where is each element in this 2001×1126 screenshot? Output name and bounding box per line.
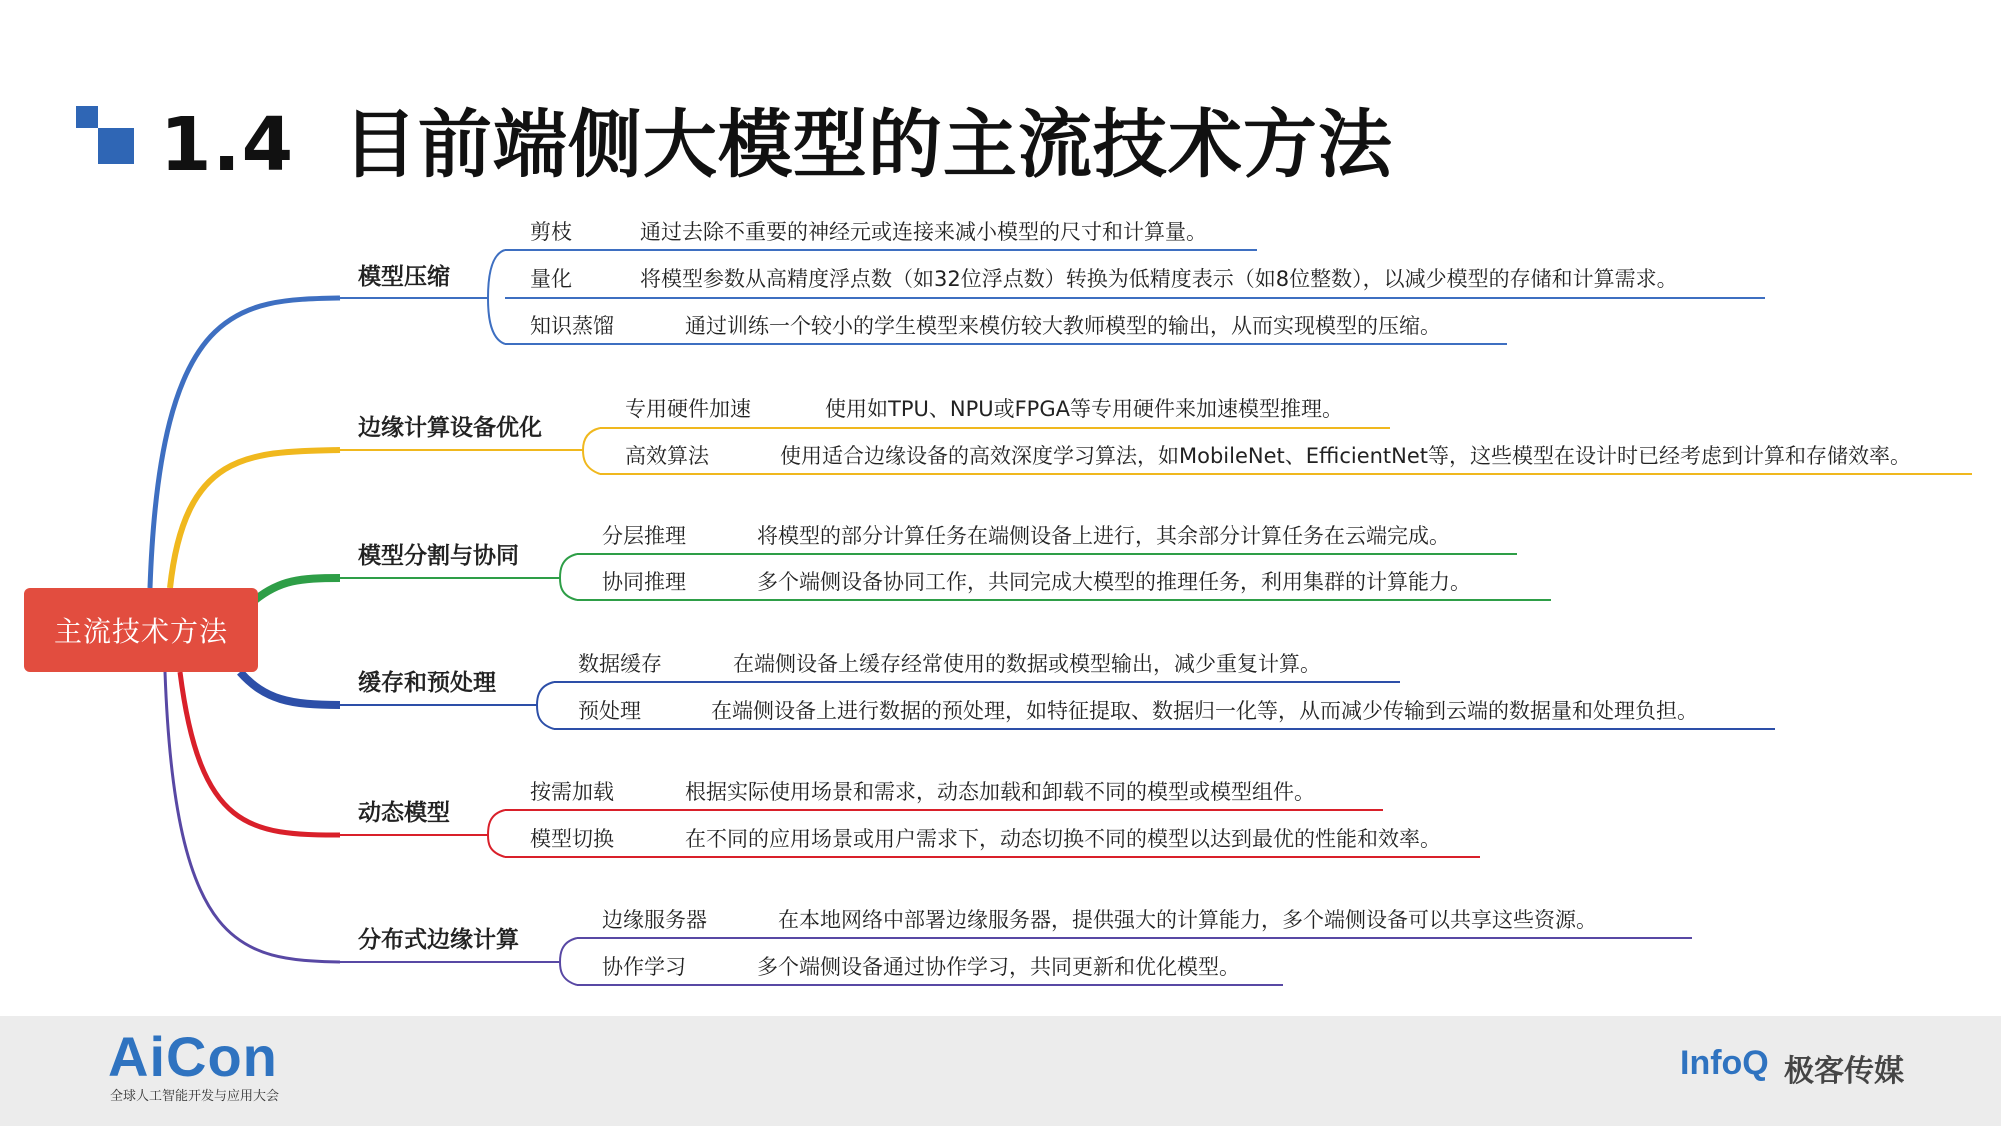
- branch-root-cat4: [180, 672, 340, 835]
- root-label: 主流技术方法: [53, 615, 228, 648]
- branch-root-cat2: [255, 578, 340, 600]
- item-name: 知识蒸馏: [530, 314, 614, 338]
- item-desc: 根据实际使用场景和需求，动态加载和卸载不同的模型或模型组件。: [685, 780, 1315, 804]
- item-desc: 在端侧设备上缓存经常使用的数据或模型输出，减少重复计算。: [733, 652, 1321, 676]
- category-label: 分布式边缘计算: [358, 927, 519, 953]
- item-name: 边缘服务器: [602, 908, 707, 932]
- item-desc: 将模型的部分计算任务在端侧设备上进行，其余部分计算任务在云端完成。: [757, 524, 1450, 548]
- item-desc: 多个端侧设备协同工作，共同完成大模型的推理任务，利用集群的计算能力。: [757, 570, 1471, 594]
- item-desc: 在不同的应用场景或用户需求下，动态切换不同的模型以达到最优的性能和效率。: [685, 827, 1441, 851]
- item-name: 协同推理: [602, 570, 686, 594]
- branch-root-cat1: [170, 450, 340, 588]
- branch-root-cat3: [240, 672, 340, 705]
- category-label: 边缘计算设备优化: [358, 415, 542, 441]
- item-desc: 通过训练一个较小的学生模型来模仿较大教师模型的输出，从而实现模型的压缩。: [685, 314, 1441, 338]
- category-label: 动态模型: [358, 800, 450, 826]
- category-label: 缓存和预处理: [358, 670, 496, 696]
- item-name: 预处理: [578, 699, 641, 723]
- infoq-cn-logo: 极客传媒: [1784, 1054, 1904, 1089]
- root-node: [24, 588, 258, 672]
- category-label: 模型分割与协同: [358, 543, 519, 569]
- infoq-logo: InfoQ: [1680, 1044, 1769, 1082]
- item-desc: 将模型参数从高精度浮点数（如32位浮点数）转换为低精度表示（如8位整数），以减少模型的存储和计算需求。: [640, 267, 1678, 291]
- item-name: 模型切换: [530, 827, 614, 851]
- aicon-logo: AiCon: [108, 1025, 278, 1088]
- item-desc: 多个端侧设备通过协作学习，共同更新和优化模型。: [757, 955, 1240, 979]
- item-desc: 使用适合边缘设备的高效深度学习算法，如MobileNet、EfficientNet等，这些模型在设计时已经考虑到计算和存储效率。: [780, 444, 1912, 468]
- item-desc: 在端侧设备上进行数据的预处理，如特征提取、数据归一化等，从而减少传输到云端的数据量和处理负担。: [711, 699, 1698, 723]
- item-name: 协作学习: [602, 955, 686, 979]
- item-name: 剪枝: [530, 220, 572, 244]
- item-name: 分层推理: [602, 524, 686, 548]
- title-number: 1.4: [160, 102, 295, 188]
- item-name: 数据缓存: [578, 652, 662, 676]
- category-label: 模型压缩: [358, 264, 450, 290]
- title-text: 目前端侧大模型的主流技术方法: [342, 102, 1393, 188]
- item-name: 量化: [530, 267, 572, 291]
- item-name: 专用硬件加速: [625, 397, 751, 421]
- item-desc: 通过去除不重要的神经元或连接来减小模型的尺寸和计算量。: [640, 220, 1207, 244]
- item-desc: 使用如TPU、NPU或FPGA等专用硬件来加速模型推理。: [825, 397, 1343, 421]
- aicon-subtitle: 全球人工智能开发与应用大会: [110, 1089, 280, 1104]
- item-name: 高效算法: [625, 444, 709, 468]
- item-desc: 在本地网络中部署边缘服务器，提供强大的计算能力，多个端侧设备可以共享这些资源。: [778, 908, 1597, 932]
- branch-root-cat5: [165, 672, 340, 962]
- item-name: 按需加载: [530, 780, 614, 804]
